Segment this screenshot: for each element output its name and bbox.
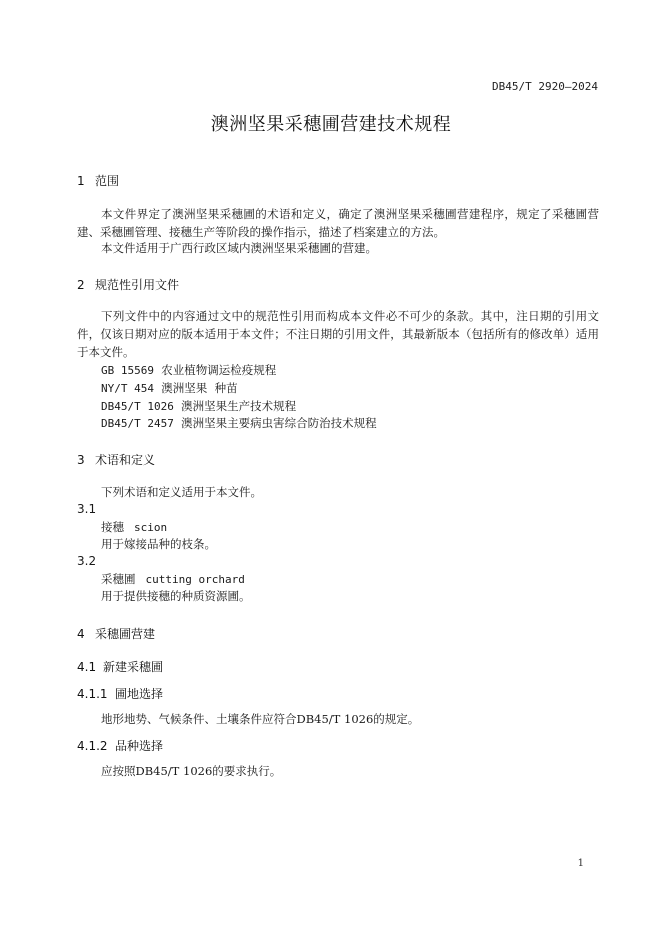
section-4-title: 采穗圃营建 — [95, 627, 156, 641]
subsection-4-1-1-number: 4.1.1 — [77, 687, 108, 701]
section-1-paragraph-1: 本文件界定了澳洲坚果采穗圃的术语和定义，确定了澳洲坚果采穗圃营建程序，规定了采穗圃营建、采穗圃管理、接穗生产等阶段的操作指示，描述了档案建立的方法。 — [77, 207, 599, 239]
term-number: 3.2 — [77, 554, 97, 568]
term-en: cutting orchard — [145, 573, 245, 586]
subsection-4-1-title: 新建采穗圃 — [103, 660, 164, 674]
page-number: 1 — [577, 858, 584, 869]
section-3-number: 3 — [77, 453, 85, 467]
section-4-heading — [77, 625, 155, 642]
subsection-4-1-1-title: 圃地选择 — [115, 687, 164, 701]
subsection-4-1-heading — [77, 658, 163, 675]
section-1-paragraph-2: 本文件适用于广西行政区域内澳洲坚果采穗圃的营建。 — [101, 241, 377, 255]
term-definition: 用于嫁接品种的枝条。 — [101, 537, 216, 551]
subsection-4-1-number: 4.1 — [77, 660, 97, 674]
section-3-title: 术语和定义 — [95, 453, 156, 467]
term-name — [101, 519, 167, 535]
subsection-4-1-2-title: 品种选择 — [115, 739, 164, 753]
section-3-heading — [77, 451, 155, 468]
section-2-title: 规范性引用文件 — [95, 278, 180, 292]
section-2-heading — [77, 276, 179, 293]
subsection-4-1-1-heading — [77, 685, 163, 702]
subsection-4-1-2-number: 4.1.2 — [77, 739, 108, 753]
reference-name: 澳洲坚果生产技术规程 — [181, 399, 297, 413]
subsection-4-1-1-text: 地形地势、气候条件、土壤条件应符合DB45/T 1026的规定。 — [101, 712, 420, 726]
reference-item — [101, 398, 296, 414]
term-zh: 采穗圃 — [101, 572, 136, 586]
reference-item — [101, 362, 276, 378]
reference-item — [101, 380, 238, 396]
section-2-number: 2 — [77, 278, 85, 292]
standard-number: DB45/T 2920—2024 — [492, 80, 598, 93]
reference-name: 澳洲坚果 种苗 — [161, 381, 238, 395]
term-name — [101, 571, 245, 587]
section-2-paragraph-1: 下列文件中的内容通过文中的规范性引用而构成本文件必不可少的条款。其中，注日期的引用文件，仅该日期对应的版本适用于本文件；不注日期的引用文件，其最新版本（包括所有的修改单）适用于本文件。 — [77, 309, 599, 359]
reference-name: 澳洲坚果主要病虫害综合防治技术规程 — [181, 416, 377, 430]
term-en: scion — [134, 521, 168, 534]
reference-code: NY/T 454 — [101, 382, 154, 395]
section-1-heading — [77, 172, 119, 189]
reference-code: GB 15569 — [101, 364, 154, 377]
subsection-4-1-2-heading — [77, 737, 163, 754]
reference-item — [101, 415, 377, 431]
reference-name: 农业植物调运检疫规程 — [161, 363, 277, 377]
term-number: 3.1 — [77, 502, 97, 516]
subsection-4-1-2-text: 应按照DB45/T 1026的要求执行。 — [101, 764, 282, 778]
term-zh: 接穗 — [101, 520, 124, 534]
section-4-number: 4 — [77, 627, 85, 641]
section-3-intro: 下列术语和定义适用于本文件。 — [101, 485, 262, 499]
reference-code: DB45/T 2457 — [101, 417, 174, 430]
reference-code: DB45/T 1026 — [101, 400, 174, 413]
section-1-title: 范围 — [95, 174, 120, 188]
document-title: 澳洲坚果采穗圃营建技术规程 — [210, 114, 452, 135]
section-1-number: 1 — [77, 174, 85, 188]
term-definition: 用于提供接穗的种质资源圃。 — [101, 589, 251, 603]
